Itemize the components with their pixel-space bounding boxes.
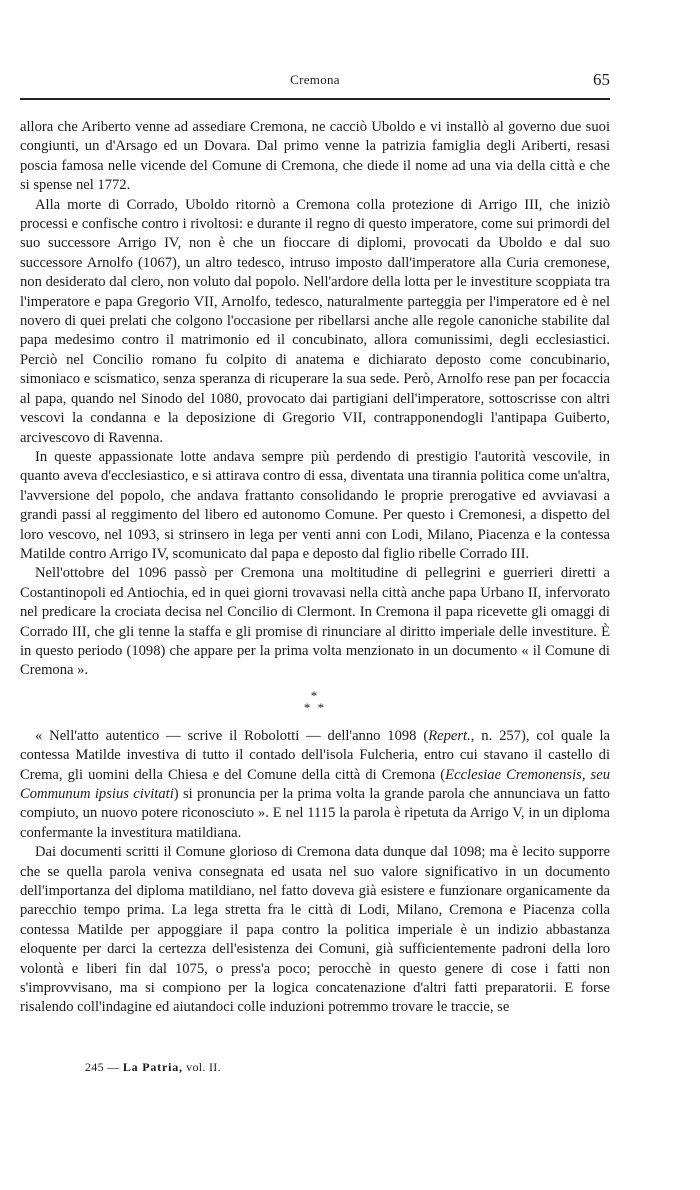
- body-text: [20, 118, 610, 1018]
- paragraph-6: Dai documenti scritti il Comune glorioso di Cremona data dunque dal 1098; ma è lecito supporre che se quella parola veniva consegnata ed usata nel suo valore significativo in un documento dell'importanza del diploma matildiano, nel fatto doveva già esistere e funzionare organicamente da parecchio tempo prima. La lega stretta fra le città di Lodi, Milano, Cremona e Piacenza colla contessa Matilde per appoggiare il papa contro la politica imperiale è un indizio abbastanza eloquente per darci la certezza dell'esistenza dei Comuni, già sufficientemente padroni della loro volontà e liberi fin dal 1075, o press'a poco; perocchè in questo genere di cose i fatti non s'improvvisano, ma si compiono per la logica concatenazione d'altri fatti preparatorii. E forse risalendo coll'indagine ed aiutandoci colle induzioni potremmo trovare le traccie, se: [20, 844, 610, 1016]
- signature-dash: —: [107, 1060, 120, 1074]
- asterism-top: *: [310, 687, 320, 703]
- paragraph-5: [20, 727, 610, 843]
- paragraph-1: allora che Ariberto venne ad assediare Cremona, ne cacciò Uboldo e vi installò al governo due suoi congiunti, un d'Arsago ed un Dovara. Dal primo venne la patrizia famiglia degli Ariberti, resasi poscia famosa nelle vicende del Comune di Cremona, che diede il nome ad una via della città e che si spense nel 1772.: [20, 119, 610, 194]
- paragraph-2: Alla morte di Corrado, Uboldo ritornò a Cremona colla protezione di Arrigo III, che iniziò processi e confische contro i rivoltosi: e durante il regno di questo imperatore, come sui primordi del suo successore Arrigo IV, non è che un fioccare di diplomi, provocati da Uboldo e dal suo successore Arnolfo (1067), un altro tedesco, intruso imposto dall'imperatore alla Curia cremonese, non desiderato dal clero, non voluto dal popolo. Nell'ardore della lotta per le investiture scoppiata tra l'imperatore e papa Gregorio VII, Arnolfo, tedesco, naturalmente parteggia per l'imperatore ed è nel novero di quei prelati che colgono l'occasione per ribellarsi anche alle regole canoniche stabilite dal papa medesimo contro il matrimonio ed il concubinato, allora comunissimi, degli ecclesiastici. Perciò nel Concilio romano fu colpito di anatema e dichiarato deposto come concubinario, simoniaco e scismatico, senza speranza di ricuperare la sua sede. Però, Arnolfo rese pan per focaccia al papa, quando nel Sinodo del 1080, provocato dai partigiani dell'imperatore, sottoscrisse con altri vescovi la condanna e la deposizione di Gregorio VII, contrapponendogli l'antipapa Guiberto, arcivescovo di Ravenna.: [20, 196, 610, 446]
- asterism-bottom: * *: [303, 699, 327, 715]
- paragraph-3: In queste appassionate lotte andava sempre più perdendo di prestigio l'autorità vescovile, in quanto aveva d'ecclesiastico, e si attirava contro di essa, diventata una tirannia politica come un'altra, l'avversione del popolo, che andava frattanto consolidando le proprie prerogative ed avviavasi a grandi passi al reggimento del libero ed autonomo Comune. Per questo i Cremonesi, a dispetto del loro vescovo, nel 1093, si strinsero in lega per venti anni con Lodi, Milano, Piacenza e la contessa Matilde contro Arrigo IV, scomunicato dal papa e deposto dal figlio ribelle Corrado III.: [20, 448, 610, 562]
- magazine-title: La Patria,: [122, 1060, 183, 1074]
- asterism-separator: [20, 687, 610, 715]
- repertorio-reference: Repert.: [428, 727, 471, 744]
- header-rule: [20, 98, 610, 100]
- paragraph-5-part-b: , n. 257), col quale la contessa Matilde investiva di tutto il contado dell'isola Fulcheria, entro cui stavano il castello di Crema, gli uomini della Chiesa e del Comune della città di Cremona (: [20, 727, 611, 783]
- volume-label: vol. II.: [186, 1060, 221, 1074]
- paragraph-4: Nell'ottobre del 1096 passò per Cremona una moltitudine di pellegrini e guerrieri diretti a Costantinopoli ed Antiochia, ed in quei giorni trovavasi nella città anche papa Urbano II, infervorato nel predicare la crociata decisa nel Concilio di Clermont. In Cremona il papa ricevette gli omaggi di Corrado III, che gli tenne la staffa e gli promise di rinunciare al diritto imperiale delle investiture. È in questo periodo (1098) che appare per la prima volta menzionato in un documento « il Comune di Cremona ».: [20, 565, 610, 679]
- signature-number: 245: [85, 1060, 104, 1074]
- footer-signature: [85, 1060, 221, 1075]
- running-title: Cremona: [290, 72, 340, 87]
- paragraph-5-part-c: ) si pronuncia per la prima volta la grande parola che annunciava un fatto compiuto, un nuovo potere riconosciuto ». E nel 1115 la parola è ripetuta da Arrigo V, in un diploma confermante la investitura matildiana.: [20, 786, 610, 841]
- paragraph-5-part-a: « Nell'atto autentico — scrive il Robolotti — dell'anno 1098 (: [35, 727, 429, 744]
- latin-quotation: Ecclesiae Cremonensis, seu Communum ipsius civitati: [20, 766, 610, 802]
- page-number: 65: [593, 70, 610, 89]
- running-head: [20, 70, 610, 92]
